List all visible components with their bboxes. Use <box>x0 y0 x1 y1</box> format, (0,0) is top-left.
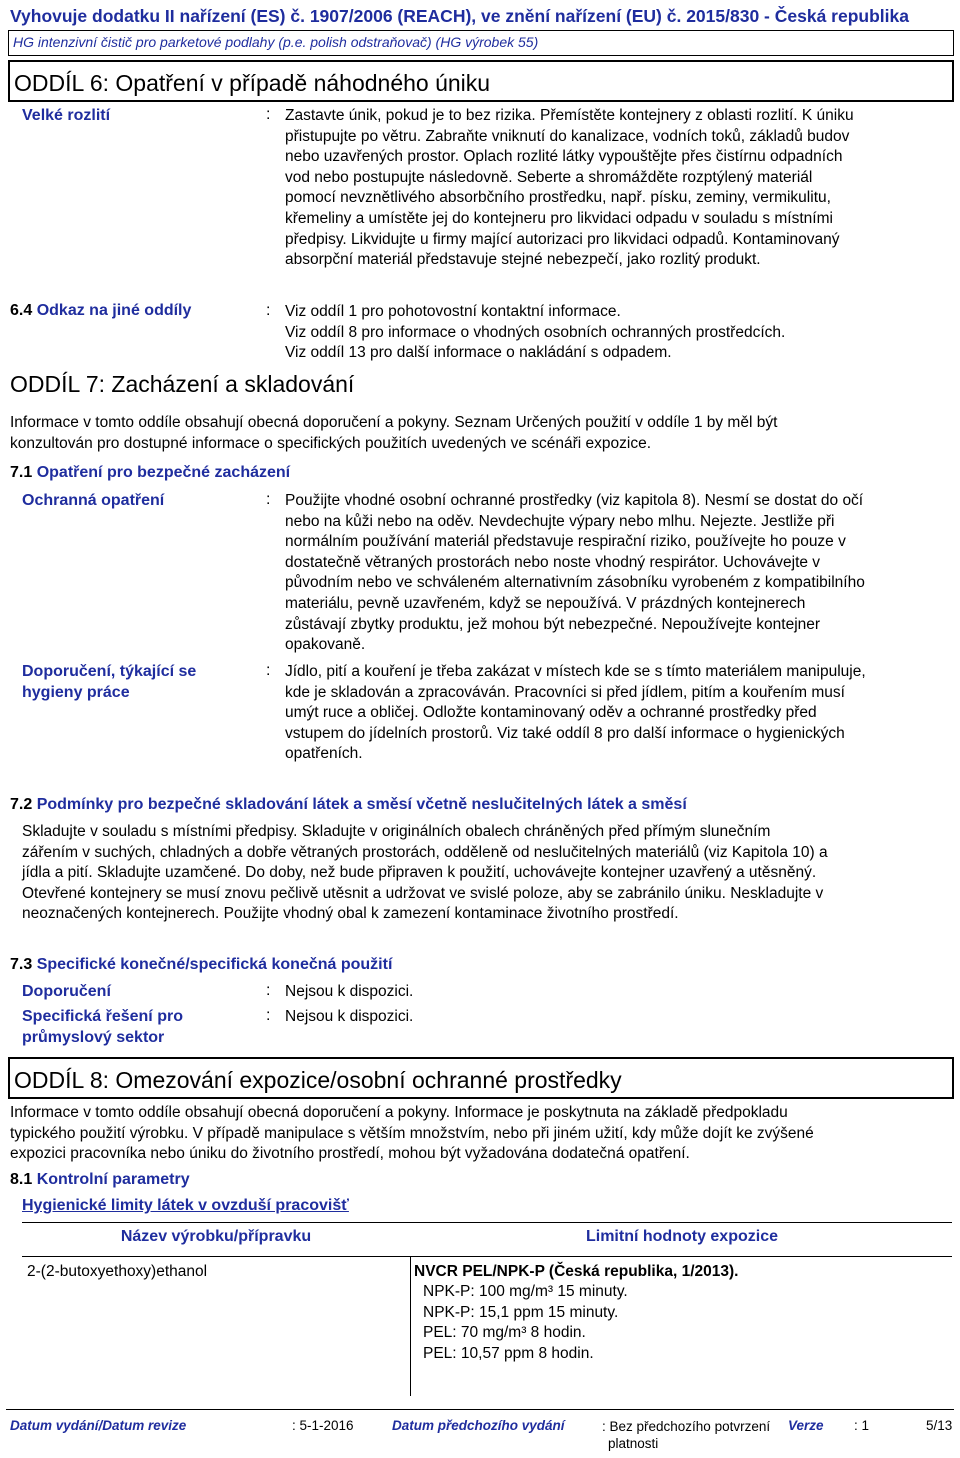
hygiene-text: Jídlo, pití a kouření je třeba zakázat v místech kde se s tímto materiálem manipuluje, kde je skladován a zpracováván. Pracovníci si před jídlem, pitím a kouřením musí umýt ruce a obličej. Odložte kontaminovaný oděv a ochranné prostředky před vstupem do jídelních prostorů. Viz také oddíl 8 pro další informace o hygienických opatřeních. <box>285 663 866 763</box>
workplace-limits-title: Hygienické limity látek v ovzduší pracovišť <box>22 1197 349 1214</box>
industrial-sector-label: Specifická řešení pro průmyslový sektor <box>22 1008 183 1046</box>
table-top-border <box>22 1222 952 1223</box>
table-header-border <box>22 1256 952 1257</box>
section-6-heading <box>8 60 954 102</box>
product-name: HG intenzivní čistič pro parketové podlahy (p.e. polish odstraňovač) (HG výrobek 55) <box>13 34 539 50</box>
ref-other-sections-text: Viz oddíl 1 pro pohotovostní kontaktní informace. Viz oddíl 8 pro informace o vhodných osobních ochranných prostředcích. Viz oddíl 13 pro další informace o nakládání s odpadem. <box>285 303 786 362</box>
document-title: Vyhovuje dodatku II nařízení (ES) č. 1907/2006 (REACH), ve znění nařízení (EU) č. 2015/830 - Česká republika <box>10 6 909 26</box>
hygiene-label: Doporučení, týkající se hygieny práce <box>22 663 197 701</box>
section-8-intro: Informace v tomto oddíle obsahují obecná doporučení a pokyny. Informace je poskytnuta na základě předpokladu typického použití výrobku. V případě manipulace s větším množstvím, nebo při jiném užití, kdy může dojít ke zvýšené expozici pracovníka nebo úniku do životního prostředí, mohou být vyžadována dodatečná opatření. <box>10 1104 814 1163</box>
issue-date-value: : 5-1-2016 <box>292 1418 354 1433</box>
colon: : <box>266 106 271 123</box>
table-cell-product-name: 2-(2-butoxyethoxy)ethanol <box>27 1263 208 1280</box>
section-7-3-heading: 7.3 Specifické konečné/specifická konečná použití <box>10 956 393 973</box>
product-name-box <box>8 30 954 56</box>
table-header-limits: Limitní hodnoty expozice <box>585 1228 778 1245</box>
ref-other-sections-heading: 6.4 Odkaz na jiné oddíly <box>10 302 192 319</box>
page-number: 5/13 <box>926 1418 953 1433</box>
section-7-1-heading: 7.1 Opatření pro bezpečné zacházení <box>10 464 291 481</box>
section-8-1-heading: 8.1 Kontrolní parametry <box>10 1171 190 1188</box>
table-cell-limits-heading: NVCR PEL/NPK-P (Česká republika, 1/2013). <box>414 1263 739 1280</box>
large-spills-text: Zastavte únik, pokud je to bez rizika. Přemístěte kontejnery z oblasti rozlití. K úniku přistupujte po větru. Zabraňte vniknutí do kanalizace, vodních toků, základů budov nebo uzavřených prostor. Oplach rozlité látky vypouštějte přes čistírnu odpadních vod nebo postupujte následovně. Seberte a shromážděte rozptýlený materiál pomocí nevznětlivého absorbčního prostředku, např. písku, zeminy, vermikulitu, křemeliny a umístěte jej do kontejneru pro likvidaci odpadu v souladu s místními předpisy. Likvidujte u firmy mající autorizaci pro likvidaci odpadů. Kontaminovaný absorpční materiál představuje stejné nebezpečí, jako rozlitý produkt. <box>285 107 854 269</box>
colon: : <box>266 1007 271 1024</box>
section-8-title: ODDÍL 8: Omezování expozice/osobní ochranné prostředky <box>14 1067 622 1093</box>
colon: : <box>266 302 271 319</box>
table-column-divider <box>410 1256 411 1396</box>
previous-issue-label: Datum předchozího vydání <box>392 1418 565 1433</box>
table-cell-limit-values: NPK-P: 100 mg/m³ 15 minuty. NPK-P: 15,1 ppm 15 minuty. PEL: 70 mg/m³ 8 hodin. PEL: 10,57 ppm 8 hodin. <box>423 1283 628 1362</box>
industrial-sector-value: Nejsou k dispozici. <box>285 1008 414 1025</box>
large-spills-label: Velké rozlití <box>22 107 111 124</box>
colon: : <box>266 662 271 679</box>
section-7-title: ODDÍL 7: Zacházení a skladování <box>10 371 355 397</box>
recommendations-value: Nejsou k dispozici. <box>285 983 414 1000</box>
version-value: : 1 <box>854 1418 870 1433</box>
section-6-title: ODDÍL 6: Opatření v případě náhodného úniku <box>14 70 491 96</box>
page-footer <box>6 1409 954 1453</box>
issue-date-label: Datum vydání/Datum revize <box>10 1418 187 1433</box>
table-header-product: Název výrobku/přípravku <box>120 1228 312 1245</box>
section-7-2-heading: 7.2 Podmínky pro bezpečné skladování látek a směsí včetně neslučitelných látek a směsí <box>10 796 687 813</box>
protective-measures-label: Ochranná opatření <box>22 492 165 509</box>
recommendations-label: Doporučení <box>22 983 111 1000</box>
section-7-intro: Informace v tomto oddíle obsahují obecná doporučení a pokyny. Seznam Určených použití v oddíle 1 by měl být konzultován pro dostupné informace o specifických použitích uvedených ve scénáři expozice. <box>10 414 778 452</box>
section-8-heading <box>8 1057 954 1099</box>
previous-issue-value: : Bez předchozího potvrzení platnosti <box>602 1419 771 1451</box>
protective-measures-text: Použijte vhodné osobní ochranné prostředky (viz kapitola 8). Nesmí se dostat do očí nebo na kůži nebo na oděv. Nevdechujte výpary nebo mlhu. Nejezte. Jestliže při normálním používání materiál představuje respirační riziko, používejte ho pouze v dostatečně větraných prostorách nebo noste vhodný respirátor. Uchovávejte v původním nebo ve schváleném alternativním zásobníku vyrobeném z kompatibilního materiálu, pevně uzavřeném, když se nepoužívá. V prázdných kontejnerech zůstávají zbytky produktu, jež mohou být nebezpečné. Nepoužívejte kontejner opakovaně. <box>285 492 865 654</box>
storage-conditions-text: Skladujte v souladu s místními předpisy. Skladujte v originálních obalech chráněných před přímým slunečním zářením v suchých, chladných a dobře větraných prostorách, odděleně od neslučitelných materiálů (viz Kapitola 10) a jídla a pití. Skladujte uzamčené. Do doby, než bude připraven k použití, uchovávejte kontejner uzavřený a utěsněný. Otevřené kontejnery se musí znovu pečlivě utěsnit a udržovat ve svislé poloze, aby se zabránilo úniku. Neskladujte v neoznačených kontejnerech. Použijte vhodný obal k zamezení kontaminace životního prostředí. <box>22 823 828 923</box>
colon: : <box>266 491 271 508</box>
colon: : <box>266 982 271 999</box>
version-label: Verze <box>788 1418 824 1433</box>
